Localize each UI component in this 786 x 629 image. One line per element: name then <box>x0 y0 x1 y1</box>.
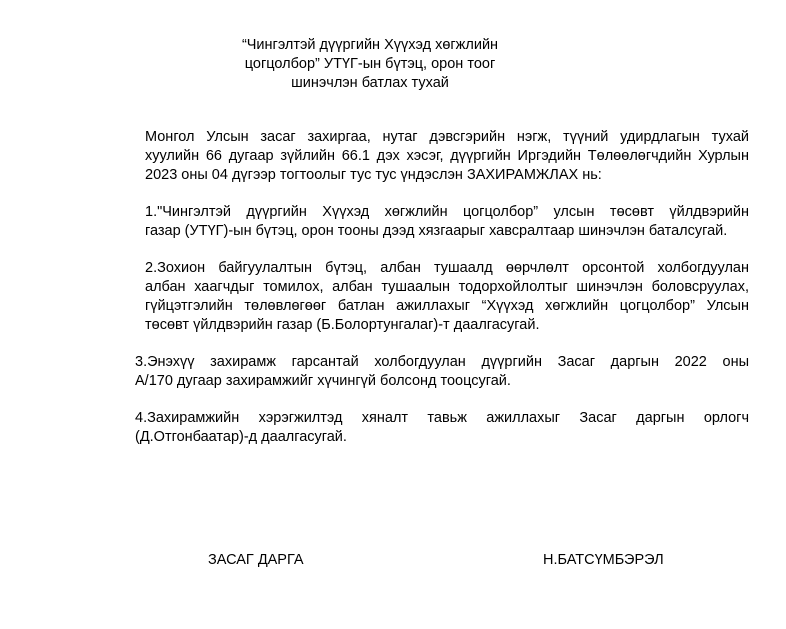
clause-3-paragraph <box>89 353 749 391</box>
signatory-name: Н.БАТСҮМБЭРЭЛ <box>543 552 664 568</box>
signatory-position: ЗАСАГ ДАРГА <box>208 552 304 568</box>
paragraph-line: гүйцэтгэлийн төлөвлөгөөг батлан ажиллахыг “Хүүхэд хөгжлийн цогцолбор” Улсын <box>145 298 749 314</box>
preamble-paragraph <box>89 128 749 185</box>
paragraph-line: хуулийн 66 дугаар зүйлийн 66.1 дэх хэсэг, дүүргийн Иргэдийн Төлөөлөгчдийн Хурлын <box>145 148 749 164</box>
title-line: цогцолбор” УТҮГ-ын бүтэц, орон тоог <box>244 56 496 72</box>
paragraph-line: Монгол Улсын засаг захиргаа, нутаг дэвсгэрийн нэгж, түүний удирдлагын тухай <box>145 129 749 145</box>
clause-1-paragraph <box>89 203 749 241</box>
title-line: “Чингэлтэй дүүргийн Хүүхэд хөгжлийн <box>241 37 499 53</box>
paragraph-line: 2.Зохион байгуулалтын бүтэц, албан тушаалд өөрчлөлт орсонтой холбогдуулан <box>145 260 749 276</box>
paragraph-line: А/170 дугаар захирамжийг хүчингүй болсонд тооцсугай. <box>135 373 511 389</box>
paragraph-line: газар (УТҮГ)-ын бүтэц, орон тооны дээд хязгаарыг хавсралтаар шинэчлэн баталсугай. <box>145 223 728 239</box>
signature-block <box>0 552 786 572</box>
clause-4-paragraph <box>89 409 749 447</box>
paragraph-line: 1."Чингэлтэй дүүргийн Хүүхэд хөгжлийн цогцолбор” улсын төсөвт үйлдвэрийн <box>145 204 749 220</box>
paragraph-line: 3.Энэхүү захирамж гарсантай холбогдуулан дүүргийн Засаг даргын 2022 оны <box>135 354 749 370</box>
title-line: шинэчлэн батлах тухай <box>291 75 449 91</box>
paragraph-line: 4.Захирамжийн хэрэгжилтэд хяналт тавьж ажиллахыг Засаг даргын орлогч <box>135 410 749 426</box>
paragraph-line: албан хаагчдыг томилох, албан тушаалын тодорхойлолтыг шинэчлэн боловсруулах, <box>145 279 749 295</box>
paragraph-line: төсөвт үйлдвэрийн газар (Б.Болортунгалаг)-т даалгасугай. <box>145 317 540 333</box>
document-body <box>89 128 749 465</box>
paragraph-line: (Д.Отгонбаатар)-д даалгасугай. <box>135 429 347 445</box>
document-title <box>220 36 520 93</box>
paragraph-line: 2023 оны 04 дүгээр тогтоолыг тус тус үндэслэн ЗАХИРАМЖЛАХ нь: <box>145 167 602 183</box>
clause-2-paragraph <box>89 259 749 335</box>
